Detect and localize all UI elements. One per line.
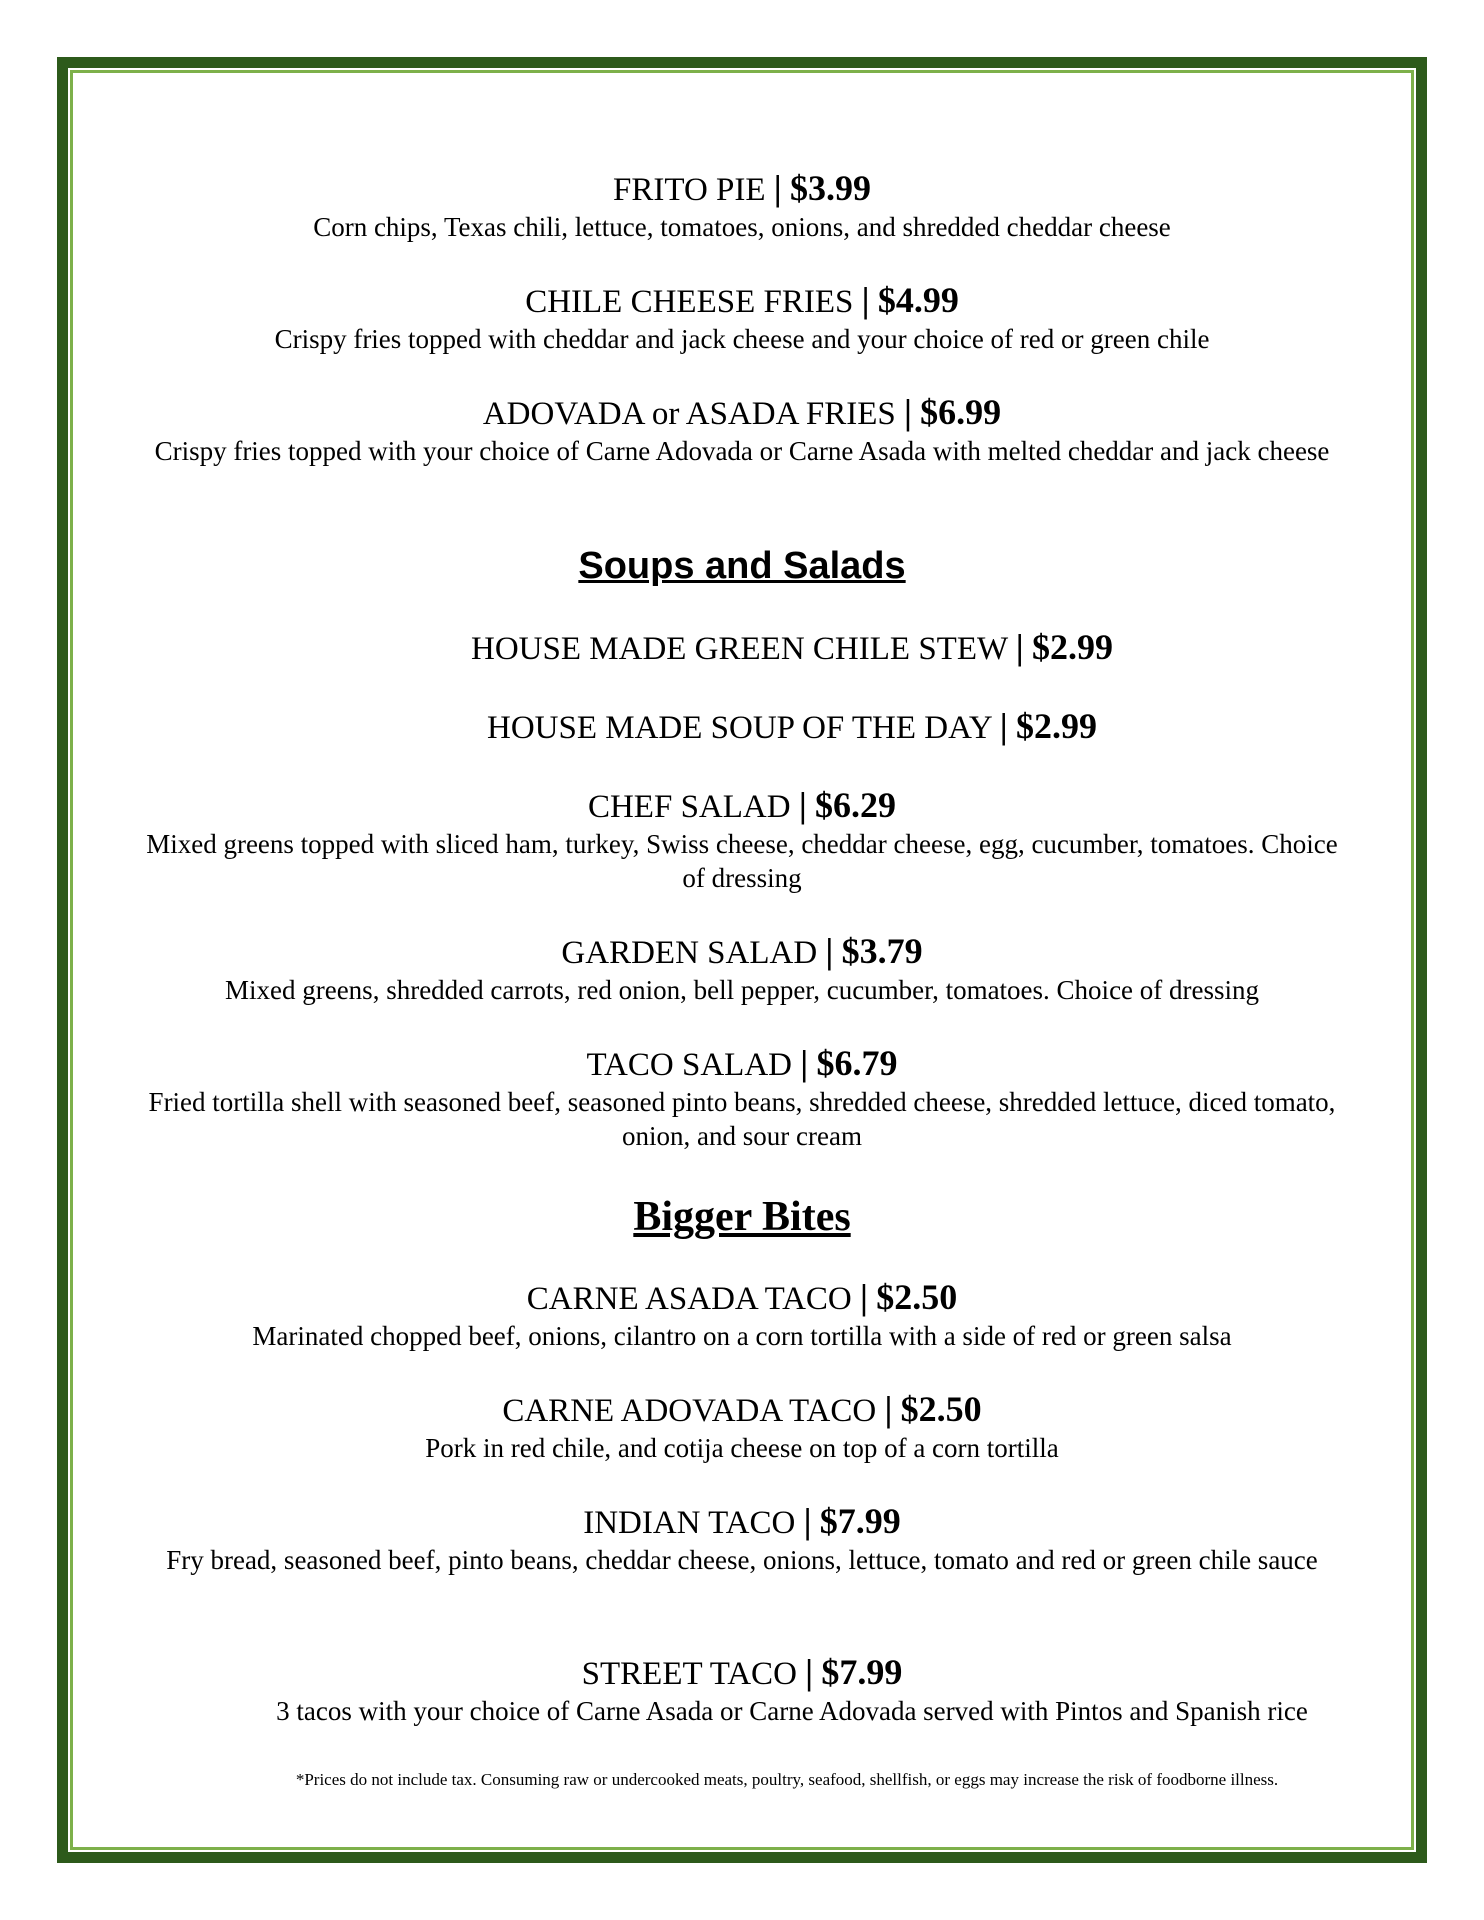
section-heading-soups-salads: Soups and Salads — [578, 545, 906, 587]
item-price: $6.79 — [816, 1043, 898, 1083]
item-name: ADOVADA or ASADA FRIES — [482, 396, 896, 432]
menu-item-green-chile-stew — [75, 627, 1409, 669]
item-description: Crispy fries topped with cheddar and jack cheese and your choice of red or green chile — [274, 324, 1210, 354]
menu-item-soup-of-the-day — [75, 706, 1409, 748]
menu-item-taco-salad — [75, 1043, 1409, 1153]
price-separator: | — [860, 1277, 868, 1317]
item-price: $7.99 — [821, 1652, 903, 1692]
item-price: $4.99 — [877, 280, 959, 320]
price-separator: | — [884, 1389, 893, 1429]
price-separator: | — [803, 1501, 812, 1541]
price-separator: | — [773, 168, 782, 208]
item-description: Crispy fries topped with your choice of Carne Adovada or Carne Asada with melted cheddar and jack cheese — [154, 436, 1330, 466]
item-price: $2.99 — [1031, 627, 1113, 667]
item-name: FRITO PIE — [613, 172, 766, 208]
item-name: GARDEN SALAD — [561, 935, 818, 971]
item-name: CARNE ASADA TACO — [526, 1281, 852, 1317]
price-separator: | — [999, 706, 1008, 746]
price-separator: | — [800, 1043, 809, 1083]
menu-item-frito-pie — [75, 168, 1409, 244]
item-price: $2.50 — [900, 1389, 982, 1429]
item-name: HOUSE MADE SOUP OF THE DAY — [487, 710, 992, 746]
price-separator: | — [1015, 627, 1024, 667]
menu-item-carne-adovada-taco — [75, 1389, 1409, 1465]
item-price: $7.99 — [819, 1501, 901, 1541]
item-description: Fried tortilla shell with seasoned beef, seasoned pinto beans, shredded cheese, shredded lettuce, diced tomato, onion, and sour cream — [148, 1087, 1336, 1151]
item-price: $3.79 — [841, 931, 923, 971]
price-separator: | — [805, 1652, 814, 1692]
price-separator: | — [861, 280, 870, 320]
item-price: $6.99 — [920, 392, 1002, 432]
item-name: HOUSE MADE GREEN CHILE STEW — [471, 631, 1008, 667]
item-description: Mixed greens topped with sliced ham, turkey, Swiss cheese, cheddar cheese, egg, cucumber, tomatoes. Choice of dressing — [146, 829, 1338, 893]
item-price: $2.50 — [876, 1277, 958, 1317]
item-price: $3.99 — [789, 168, 871, 208]
item-description: Fry bread, seasoned beef, pinto beans, cheddar cheese, onions, lettuce, tomato and red or green chile sauce — [166, 1545, 1318, 1575]
price-separator: | — [903, 392, 912, 432]
menu-item-street-taco — [75, 1652, 1409, 1728]
item-name: CARNE ADOVADA TACO — [502, 1393, 877, 1429]
section-heading-bigger-bites: Bigger Bites — [633, 1194, 851, 1240]
item-price: $2.99 — [1015, 706, 1097, 746]
item-name: TACO SALAD — [586, 1047, 792, 1083]
price-separator: | — [798, 785, 807, 825]
item-description: Pork in red chile, and cotija cheese on top of a corn tortilla — [425, 1433, 1059, 1463]
menu-item-adovada-asada-fries — [75, 392, 1409, 468]
item-description: 3 tacos with your choice of Carne Asada or Carne Adovada served with Pintos and Spanish rice — [276, 1696, 1308, 1726]
item-name: STREET TACO — [581, 1656, 797, 1692]
item-name: CHILE CHEESE FRIES — [525, 284, 854, 320]
item-name: CHEF SALAD — [587, 789, 791, 825]
item-price: $6.29 — [815, 785, 897, 825]
item-description: Corn chips, Texas chili, lettuce, tomatoes, onions, and shredded cheddar cheese — [313, 212, 1171, 242]
menu-item-indian-taco — [75, 1501, 1409, 1577]
menu-item-garden-salad — [75, 931, 1409, 1007]
item-description: Marinated chopped beef, onions, cilantro on a corn tortilla with a side of red or green salsa — [252, 1321, 1232, 1351]
menu-item-carne-asada-taco — [75, 1277, 1409, 1353]
item-description: Mixed greens, shredded carrots, red onion, bell pepper, cucumber, tomatoes. Choice of dressing — [224, 975, 1260, 1005]
menu-page — [75, 75, 1409, 1845]
footnote: *Prices do not include tax. Consuming raw or undercooked meats, poultry, seafood, shellfish, or eggs may increase the risk of foodborne illness. — [295, 1770, 1279, 1789]
item-name: INDIAN TACO — [583, 1505, 796, 1541]
price-separator: | — [825, 931, 834, 971]
menu-item-chile-cheese-fries — [75, 280, 1409, 356]
menu-item-chef-salad — [75, 785, 1409, 895]
